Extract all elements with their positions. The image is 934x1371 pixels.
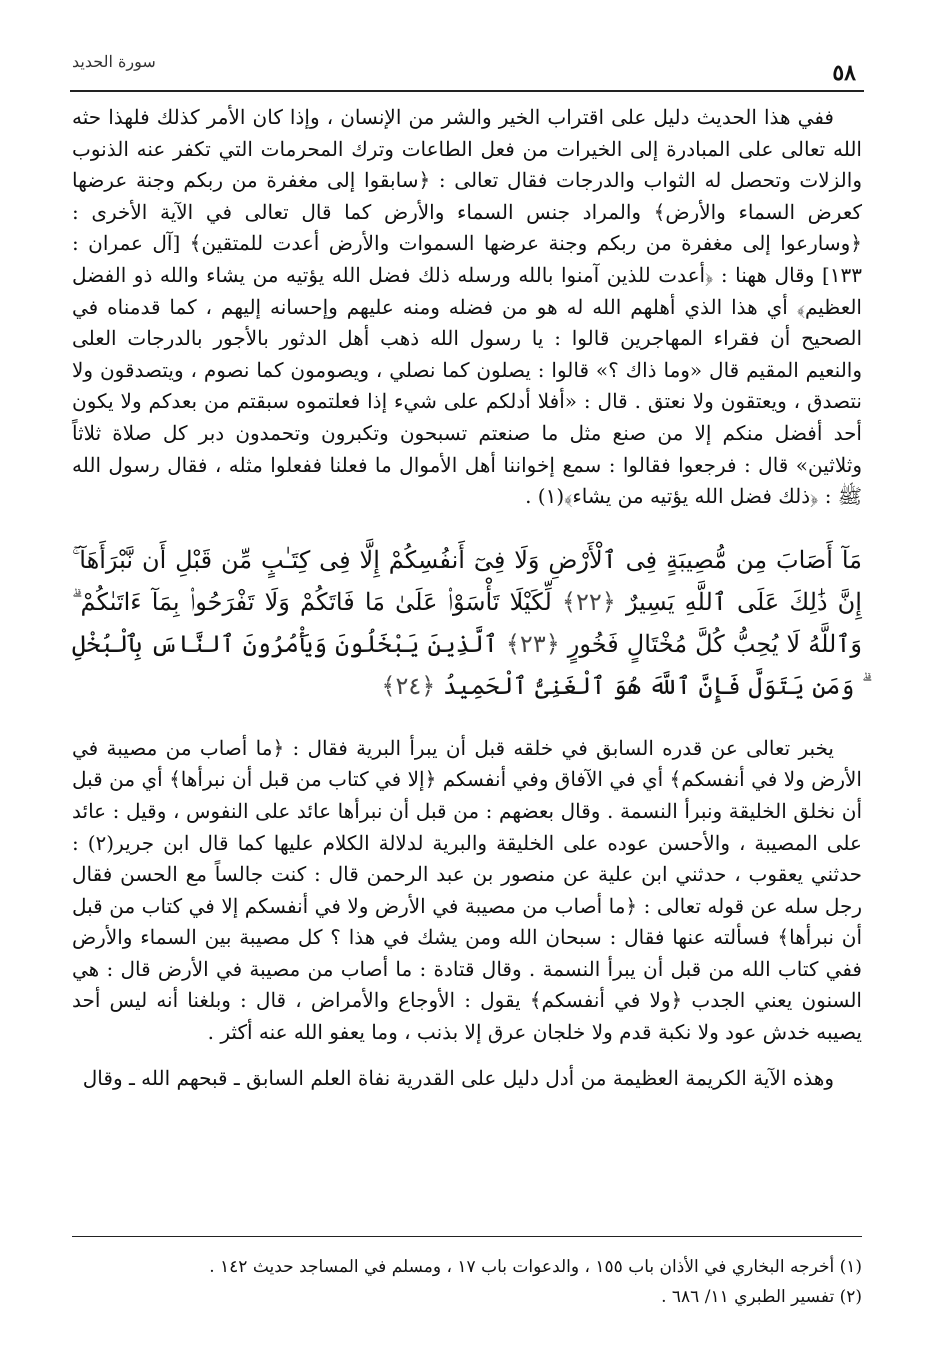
footnote-2: (٢) تفسير الطبري ١١/ ٦٨٦ . — [661, 1287, 862, 1307]
verse-number-24: ٢٤ — [395, 671, 422, 700]
verse-end-marker: ﴿٢٣﴾ — [505, 629, 560, 658]
verse-24-text: ٱلَّذِينَ يَبْخَلُونَ وَيَأْمُرُونَ ٱلنَّاسَ بِٱلْبُخْلِ ۗ وَمَن يَتَوَلَّ فَإِنَّ ٱللَّهَ هُوَ ٱلْغَنِىُّ ٱلْحَمِيدُ — [72, 629, 862, 700]
page-body — [72, 102, 862, 1094]
verse-end-marker: ﴿٢٢﴾ — [561, 587, 616, 616]
paragraph-closing: وهذه الآية الكريمة العظيمة من أدل دليل على القدرية نفاة العلم السابق ـ قبحهم الله ـ وقال — [82, 1065, 834, 1090]
footnote-divider — [72, 1236, 862, 1237]
verse-number-23: ٢٣ — [519, 629, 546, 658]
verse-end-marker: ﴿٢٤﴾ — [381, 671, 436, 700]
surah-title: سورة الحديد — [72, 52, 156, 71]
footnotes — [72, 1252, 862, 1312]
page-header — [70, 52, 864, 92]
verse-22-text: مَآ أَصَابَ مِن مُّصِيبَةٍ فِى ٱلْأَرْضِ وَلَا فِىٓ أَنفُسِكُمْ إِلَّا فِى كِتَـٰبٍ مِّن قَبْلِ أَن نَّبْرَأَهَآ ۚ إِنَّ ذَٰلِكَ عَلَى ٱللَّهِ يَسِيرٌ — [72, 545, 862, 616]
footnote-1: (١) أخرجه البخاري في الأذان باب ١٥٥ ، والدعوات باب ١٧ ، ومسلم في المساجد حديث ١٤٢ . — [209, 1257, 862, 1277]
paragraph-commentary: يخبر تعالى عن قدره السابق في خلقه قبل أن يبرأ البرية فقال : ﴿ما أصاب من مصيبة في الأرض ولا في أنفسكم﴾ أي في الآفاق وفي أنفسكم ﴿إلا في كتاب من قبل أن نبرأها﴾ أي من قبل أن نخلق الخليقة ونبرأ النسمة . وقال بعضهم : من قبل أن نبرأها عائد على النفوس ، وقيل : عائد على المصيبة ، والأحسن عوده على الخليقة والبرية لدلالة الكلام عليها كما قال ابن جرير(٢) : حدثني يعقوب ، حدثني ابن علية عن منصور بن عبد الرحمن قال : كنت جالساً مع الحسن فقال رجل سله عن قوله تعالى : ﴿ما أصاب من مصيبة في الأرض ولا في أنفسكم إلا في كتاب من قبل أن نبرأها﴾ فسألته عنها فقال : سبحان الله ومن يشك في هذا ؟ كل مصيبة بين السماء والأرض ففي كتاب الله من قبل أن يبرأ النسمة . وقال قتادة : ما أصاب من مصيبة في الأرض قال : هي السنون يعني الجدب ﴿ولا في أنفسكم﴾ يقول : الأوجاع والأمراض ، قال : وبلغنا أنه ليس أحد يصيبه خدش عود ولا نكبة قدم ولا خلجان عرق إلا بذنب ، وما يعفو الله عنه أكثر . — [72, 735, 862, 1045]
page-number: ٥٨ — [832, 60, 856, 86]
quran-verses — [72, 539, 862, 707]
verse-23-text: لِّكَيْلَا تَأْسَوْا۟ عَلَىٰ مَا فَاتَكُمْ وَلَا تَفْرَحُوا۟ بِمَآ ءَاتَىٰكُمْ ۗ وَٱللَّهُ لَا يُحِبُّ كُلَّ مُخْتَالٍ فَخُورٍ — [72, 587, 862, 658]
paragraph-hadith: ففي هذا الحديث دليل على اقتراب الخير والشر من الإنسان ، وإذا كان الأمر كذلك فلهذا حثه الله تعالى على المبادرة إلى الخيرات من فعل الطاعات وترك المحرمات التي تكفر عنه الذنوب والزلات وتحصل له الثواب والدرجات فقال تعالى : ﴿سابقوا إلى مغفرة من ربكم وجنة عرضها كعرض السماء والأرض﴾ والمراد جنس السماء والأرض كما قال تعالى في الآية الأخرى : ﴿وسارعوا إلى مغفرة من ربكم وجنة عرضها السموات والأرض أعدت للمتقين﴾ [آل عمران : ١٣٣] وقال ههنا : ﴿أعدت للذين آمنوا بالله ورسله ذلك فضل الله يؤتيه من يشاء والله ذو الفضل العظيم﴾ أي هذا الذي أهلهم الله له هو من فضله ومنه عليهم وإحسانه إليهم ، كما قدمناه في الصحيح أن فقراء المهاجرين قالوا : يا رسول الله ذهب أهل الدثور بالأجور بالدرجات العلى والنعيم المقيم قال «وما ذاك ؟» قالوا : يصلون كما نصلي ، ويصومون كما نصوم ، ويتصدقون ولا نتصدق ، ويعتقون ولا نعتق . قال : «أفلا أدلكم على شيء إذا فعلتموه سبقتم من بعدكم ولا يكون أحد أفضل منكم إلا من صنع مثل ما صنعتم تسبحون وتكبرون وتحمدون دبر كل صلاة ثلاثاً وثلاثين» قال : فرجعوا فقالوا : سمع إخواننا أهل الأموال ما فعلنا ففعلوا مثله ، فقال رسول الله ﷺ : ﴿ذلك فضل الله يؤتيه من يشاء﴾(١) . — [72, 105, 863, 509]
verse-number-22: ٢٢ — [575, 587, 602, 616]
